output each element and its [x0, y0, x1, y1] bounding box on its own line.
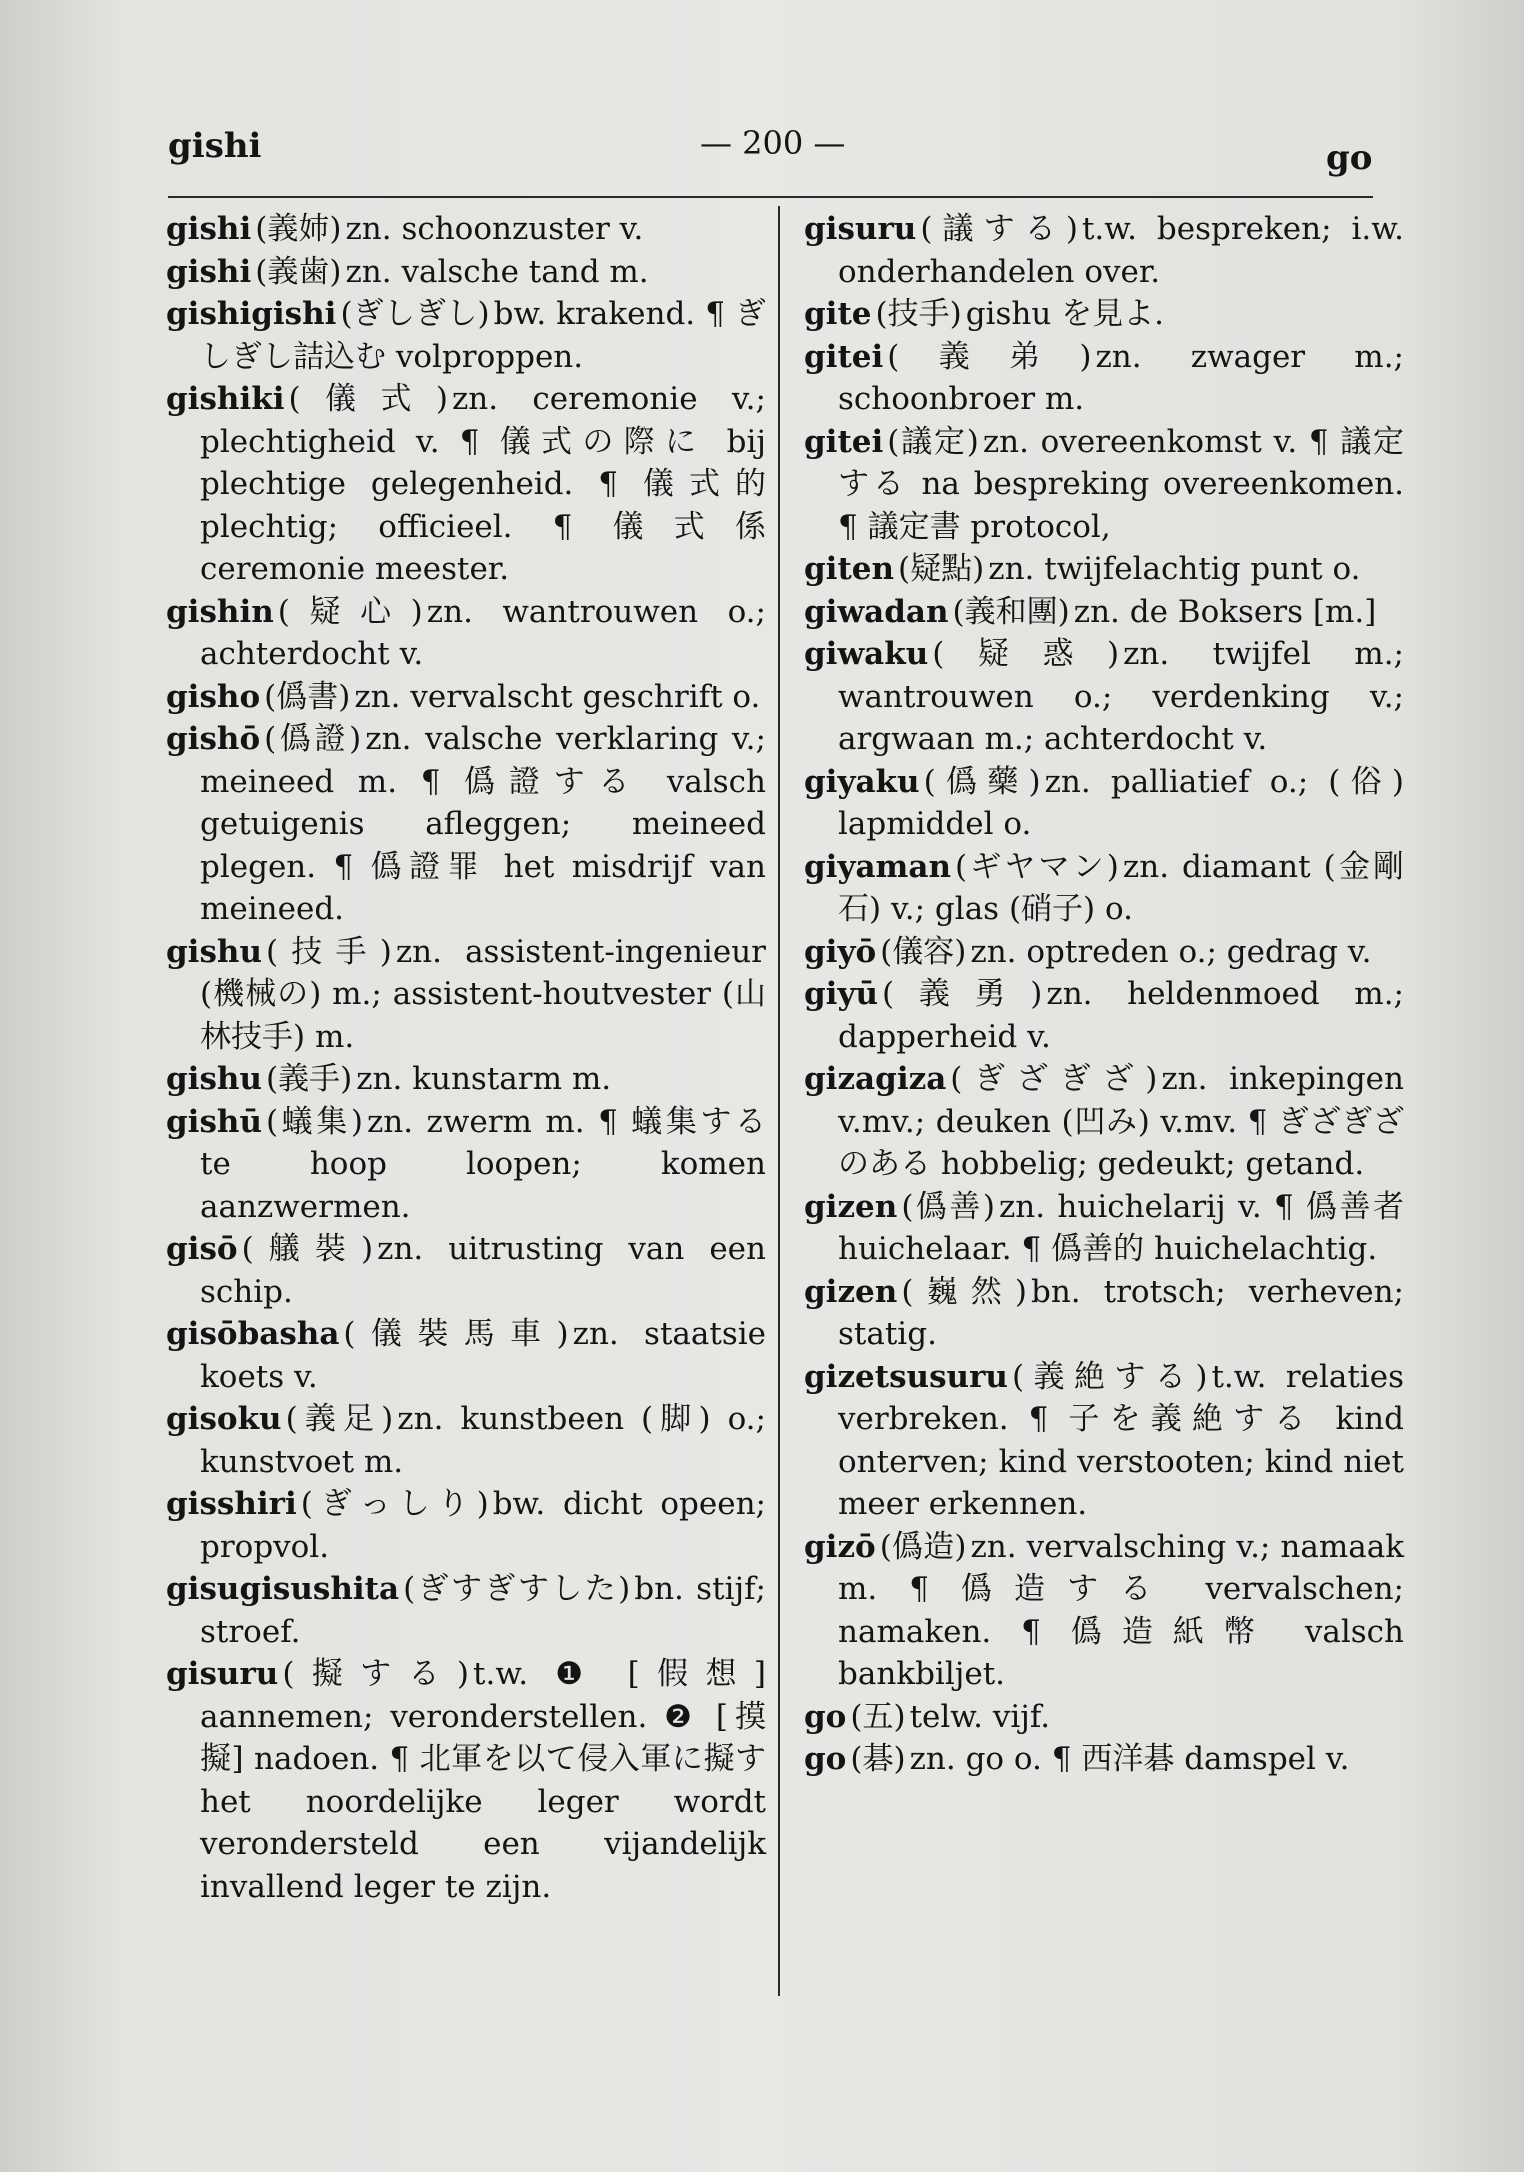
definition: zn. kunstbeen (脚) o.; kunstvoet m.	[200, 1401, 766, 1480]
kanji: (義手)	[265, 1061, 353, 1097]
headword: gitei	[804, 338, 884, 375]
dictionary-entry	[804, 336, 1404, 421]
kanji: (議する)	[920, 211, 1078, 247]
definition: t.w. ❶ [假想] aannemen; veronderstellen. ❷ [摸擬] nadoen. ¶ 北軍を以て侵入軍に擬す het noordelijke leger wordt verondersteld een vijandelijk invallend leger te zijn.	[200, 1656, 766, 1905]
definition: bw. dicht opeen; propvol.	[200, 1486, 766, 1565]
kanji: (ぎざぎざ)	[950, 1061, 1158, 1097]
kanji: (五)	[850, 1698, 906, 1735]
dictionary-entry	[804, 1526, 1404, 1696]
kanji: (義絶する)	[1011, 1358, 1208, 1395]
definition: zn. zwerm m. ¶ 蟻集する te hoop loopen; komen aanzwermen.	[200, 1103, 766, 1225]
headword: gishi	[166, 211, 252, 247]
dictionary-entry	[166, 1653, 766, 1908]
headword: gizen	[804, 1188, 898, 1225]
definition: zn. go o. ¶ 西洋碁 damspel v.	[909, 1741, 1350, 1777]
definition: zn. assistent-ingenieur (機械の) m.; assistent-houtvester (山林技手) m.	[200, 933, 766, 1055]
kanji: (僞證)	[264, 721, 362, 757]
column-divider	[778, 206, 780, 1996]
dictionary-entry	[804, 761, 1404, 846]
running-head-left: gishi	[168, 126, 262, 166]
definition: zn. schoonzuster v.	[345, 211, 644, 247]
kanji: (技手)	[265, 933, 392, 970]
kanji: (僞藥)	[923, 763, 1041, 800]
headword: gisō	[166, 1231, 238, 1267]
kanji: (義足)	[285, 1401, 394, 1437]
headword: giyō	[804, 933, 877, 970]
kanji: (蟻集)	[265, 1103, 363, 1140]
dictionary-entry	[804, 548, 1404, 591]
headword: gishigishi	[166, 296, 337, 332]
kanji: (ぎすぎすした)	[403, 1571, 631, 1607]
kanji: (議定)	[887, 423, 979, 460]
definition: zn. zwager m.; schoonbroer m.	[838, 338, 1404, 417]
dictionary-entry	[166, 718, 766, 931]
headword: giyaman	[804, 848, 951, 885]
definition: gishu を見よ.	[965, 296, 1165, 332]
definition: zn. huichelarij v. ¶ 僞善者 huichelaar. ¶ 僞善的 huichelachtig.	[838, 1188, 1404, 1267]
kanji: (儀式)	[288, 381, 448, 417]
dictionary-entry	[166, 676, 766, 719]
left-column	[166, 208, 766, 1908]
dictionary-entry	[804, 931, 1404, 974]
dictionary-entry	[166, 1228, 766, 1313]
dictionary-entry	[804, 591, 1404, 634]
headword: giten	[804, 551, 895, 587]
headword: gishin	[166, 593, 274, 630]
headword: gisugisushita	[166, 1571, 400, 1607]
dictionary-entry	[166, 931, 766, 1059]
dictionary-entry	[804, 293, 1404, 336]
dictionary-entry	[804, 1058, 1404, 1186]
dictionary-entry	[166, 1483, 766, 1568]
page-number: — 200 —	[700, 124, 846, 162]
definition: t.w. relaties verbreken. ¶ 子を義絶する kind onterven; kind verstooten; kind niet meer erkennen.	[838, 1358, 1404, 1522]
headword: gisshiri	[166, 1486, 297, 1522]
kanji: (ぎっしり)	[300, 1486, 489, 1522]
definition: zn. overeenkomst v. ¶ 議定する na bespreking overeenkomen. ¶ 議定書 protocol,	[838, 423, 1404, 545]
headword: gizagiza	[804, 1061, 947, 1097]
headword: giwaku	[804, 636, 929, 672]
dictionary-entry	[804, 1271, 1404, 1356]
kanji: (碁)	[850, 1741, 906, 1777]
kanji: (ギヤマン)	[954, 848, 1119, 885]
dictionary-entry	[166, 378, 766, 591]
kanji: (艤裝)	[241, 1231, 374, 1267]
headword: gishiki	[166, 381, 285, 417]
headword: gishi	[166, 253, 252, 290]
headword: gitei	[804, 423, 884, 460]
dictionary-entry	[166, 591, 766, 676]
right-column	[804, 208, 1404, 1781]
headword: gisuru	[166, 1656, 279, 1692]
headword: gishū	[166, 1103, 262, 1140]
definition: zn. vervalscht geschrift o.	[354, 678, 761, 715]
kanji: (僞造)	[879, 1528, 967, 1565]
kanji: (義姉)	[255, 211, 342, 247]
kanji: (ぎしぎし)	[340, 296, 490, 332]
dictionary-entry	[804, 973, 1404, 1058]
headword: gizetsusuru	[804, 1358, 1008, 1395]
definition: bn. trotsch; verheven; statig.	[838, 1273, 1404, 1352]
kanji: (儀容)	[880, 933, 967, 970]
definition: t.w. bespreken; i.w. onderhandelen over.	[838, 211, 1404, 290]
headword: giyū	[804, 976, 879, 1012]
headword: gisho	[166, 678, 261, 715]
dictionary-entry	[804, 208, 1404, 293]
headword: gisoku	[166, 1401, 282, 1437]
definition: zn. wantrouwen o.; achterdocht v.	[200, 593, 766, 672]
dictionary-entry	[166, 1398, 766, 1483]
definition: zn. palliatief o.; (俗) lapmiddel o.	[838, 763, 1404, 842]
headword: go	[804, 1698, 847, 1735]
dictionary-entry	[166, 1058, 766, 1101]
kanji: (疑心)	[277, 593, 423, 630]
headword: gishō	[166, 721, 261, 757]
definition: zn. ceremonie v.; plechtigheid v. ¶ 儀式の際に bij plechtige gelegenheid. ¶ 儀式的 plechtig; officieel. ¶ 儀式係 ceremonie meester.	[200, 381, 766, 587]
dictionary-entry	[804, 846, 1404, 931]
kanji: (技手)	[875, 296, 962, 332]
kanji: (擬する)	[282, 1656, 470, 1692]
definition: zn. de Boksers [m.]	[1073, 593, 1377, 630]
headword: gite	[804, 296, 872, 332]
definition: zn. twijfelachtig punt o.	[988, 551, 1361, 587]
dictionary-entry	[804, 421, 1404, 549]
dictionary-entry	[166, 1101, 766, 1229]
headword: gizen	[804, 1273, 898, 1310]
headword: go	[804, 1741, 847, 1777]
definition: zn. inkepingen v.mv.; deuken (凹み) v.mv. ¶ ぎざぎざのある hobbelig; gedeukt; getand.	[838, 1061, 1404, 1182]
running-head-right: go	[1326, 138, 1373, 178]
definition: zn. diamant (金剛石) v.; glas (硝子) o.	[838, 848, 1404, 927]
headword: giwadan	[804, 593, 949, 630]
header-rule	[168, 196, 1373, 198]
kanji: (疑惑)	[932, 636, 1120, 672]
definition: bw. krakend. ¶ ぎしぎし詰込む volproppen.	[200, 296, 766, 375]
dictionary-entry	[804, 1186, 1404, 1271]
kanji: (儀裝馬車)	[343, 1316, 569, 1352]
dictionary-entry	[166, 1568, 766, 1653]
dictionary-entry	[166, 251, 766, 294]
kanji: (巍然)	[901, 1273, 1027, 1310]
dictionary-entry	[804, 633, 1404, 761]
headword: gisuru	[804, 211, 917, 247]
dictionary-entry	[804, 1696, 1404, 1739]
kanji: (義歯)	[255, 253, 342, 290]
headword: gizō	[804, 1528, 876, 1565]
headword: gisōbasha	[166, 1316, 340, 1352]
kanji: (義弟)	[887, 338, 1092, 375]
kanji: (義勇)	[882, 976, 1043, 1012]
dictionary-entry	[166, 208, 766, 251]
definition: zn. staatsie koets v.	[200, 1316, 766, 1395]
definition: zn. valsche tand m.	[345, 253, 649, 290]
headword: gishu	[166, 933, 262, 970]
definition: zn. optreden o.; gedrag v.	[970, 933, 1372, 970]
definition: zn. uitrusting van een schip.	[200, 1231, 766, 1310]
dictionary-entry	[166, 1313, 766, 1398]
definition: bn. stijf; stroef.	[200, 1571, 766, 1650]
definition: zn. heldenmoed m.; dapperheid v.	[838, 976, 1404, 1055]
dictionary-entry	[804, 1356, 1404, 1526]
definition: zn. twijfel m.; wantrouwen o.; verdenking v.; argwaan m.; achterdocht v.	[838, 636, 1404, 757]
definition: zn. kunstarm m.	[356, 1061, 612, 1097]
definition: telw. vijf.	[909, 1698, 1051, 1735]
kanji: (疑點)	[898, 551, 985, 587]
dictionary-entry	[804, 1738, 1404, 1781]
headword: giyaku	[804, 763, 920, 800]
kanji: (僞書)	[264, 678, 351, 715]
headword: gishu	[166, 1061, 262, 1097]
dictionary-entry	[166, 293, 766, 378]
definition: zn. valsche verklaring v.; meineed m. ¶ 僞證する valsch getuigenis afleggen; meineed plegen. ¶ 僞證罪 het misdrijf van meineed.	[200, 721, 766, 927]
definition: zn. vervalsching v.; namaak m. ¶ 僞造する vervalschen; namaken. ¶ 僞造紙幣 valsch bankbiljet.	[838, 1528, 1404, 1692]
kanji: (僞善)	[901, 1188, 995, 1225]
kanji: (義和團)	[952, 593, 1070, 630]
